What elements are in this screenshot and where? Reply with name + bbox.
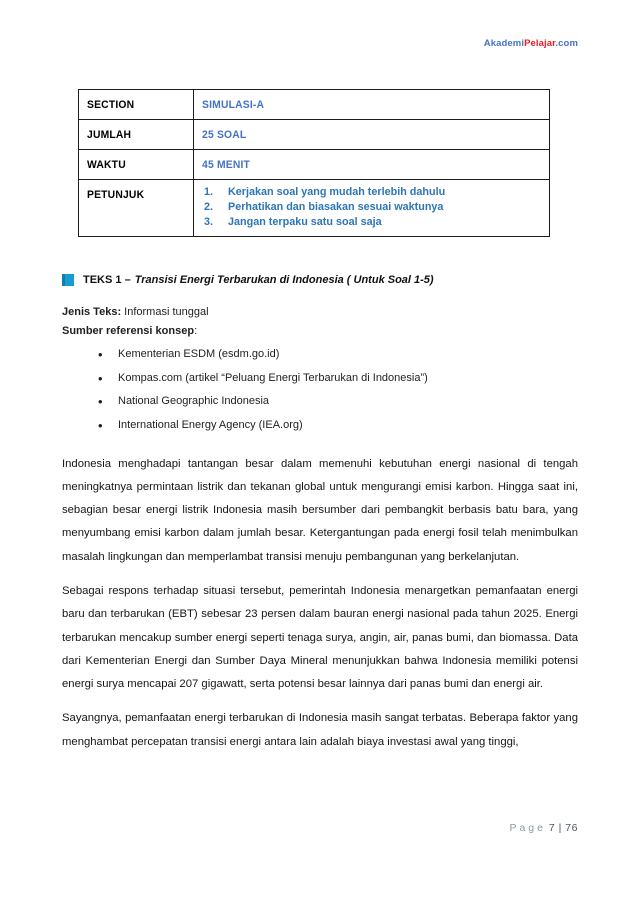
sumber-line (62, 322, 578, 341)
sources-list (98, 348, 578, 432)
exam-info-table (78, 89, 550, 237)
source-item: • Kompas.com (artikel “Peluang Energi Terbarukan di Indonesia”) (98, 372, 578, 385)
header-brand (62, 38, 578, 49)
section-heading-title: Transisi Energi Terbarukan di Indonesia ( Untuk Soal 1-5) (134, 274, 434, 286)
brand-domain: .com (555, 38, 578, 49)
page-number: 7 | 76 (548, 822, 578, 834)
page-footer (509, 822, 578, 834)
brand-akademi: Akademi (483, 38, 525, 49)
source-item: • Kementerian ESDM (esdm.go.id) (98, 348, 578, 361)
source-item: • International Energy Agency (IEA.org) (98, 419, 578, 432)
paragraph-2: Sebagai respons terhadap situasi tersebut, pemerintah Indonesia menargetkan pemanfaatan energi baru dan terbarukan (EBT) sebesar 23 persen dalam bauran energi nasional pada tahun 2025. Energi terbarukan mencakup sumber energi seperti tenaga surya, angin, air, panas bumi, dan biomassa. Data dari Kementerian Energi dan Sumber Daya Mineral menunjukkan bahwa Indonesia memiliki potensi energi surya mencapai 207 gigawatt, serta potensi besar lainnya dari panas bumi dan energi air. (62, 584, 578, 691)
table-row-petunjuk (79, 180, 550, 237)
table-row-waktu (79, 150, 550, 180)
jumlah-label: JUMLAH (87, 129, 132, 141)
blue-square-icon (62, 274, 74, 286)
instruction-item: Perhatikan dan biasakan sesuai waktunya (228, 201, 444, 213)
table-row-jumlah (79, 120, 550, 150)
sumber-colon: : (194, 325, 198, 337)
jenis-teks-label: Jenis Teks: (62, 306, 122, 318)
paragraph-3: Sayangnya, pemanfaatan energi terbarukan di Indonesia masih sangat terbatas. Beberapa faktor yang menghambat percepatan transisi energi antara lain adalah biaya investasi awal yang tinggi, (62, 712, 578, 748)
source-item: • National Geographic Indonesia (98, 395, 578, 408)
waktu-label: WAKTU (87, 159, 126, 171)
instruction-item: Jangan terpaku satu soal saja (228, 216, 382, 228)
paragraph-1: Indonesia menghadapi tantangan besar dalam memenuhi kebutuhan energi nasional di tengah meningkatnya permintaan listrik dan tekanan global untuk mengurangi emisi karbon. Hingga saat ini, sebagian besar energi listrik Indonesia masih bersumber dari pembangkit berbasis batu bara, yang menyumbang emisi karbon dalam jumlah besar. Ketergantungan pada energi fosil telah menimbulkan masalah lingkungan dan memperlambat transisi menuju pembangunan yang berkelanjutan. (62, 457, 578, 563)
jenis-teks-line (62, 303, 578, 322)
instructions-list (202, 185, 541, 230)
page-label: Page (509, 822, 546, 834)
section-label: SECTION (87, 99, 135, 111)
waktu-value: 45 MENIT (202, 159, 251, 171)
brand-pelajar: Pelajar (524, 38, 556, 49)
text-meta (62, 303, 578, 341)
table-row-section (79, 90, 550, 120)
instruction-item: Kerjakan soal yang mudah terlebih dahulu (228, 186, 446, 198)
section-heading (62, 274, 578, 286)
jumlah-value: 25 SOAL (202, 129, 247, 141)
jenis-teks-value: Informasi tunggal (124, 306, 209, 318)
body-text (62, 453, 578, 755)
section-value: SIMULASI-A (202, 99, 265, 111)
sumber-label: Sumber referensi konsep (62, 325, 195, 337)
section-heading-prefix: TEKS 1 – (83, 274, 131, 286)
petunjuk-label: PETUNJUK (87, 189, 145, 201)
